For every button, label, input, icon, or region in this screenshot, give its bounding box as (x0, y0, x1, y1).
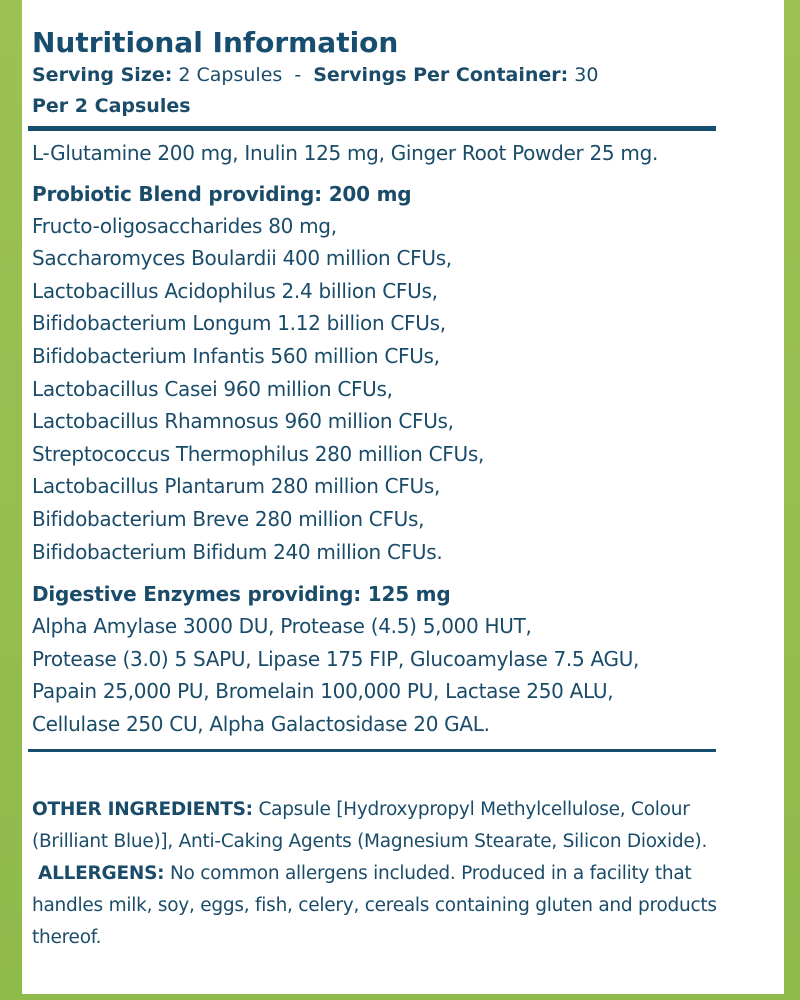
list-item: Bifidobacterium Infantis 560 million CFUs, (32, 343, 440, 368)
list-item: Bifidobacterium Breve 280 million CFUs, (32, 506, 425, 531)
enzymes-heading: Digestive Enzymes providing: 125 mg (32, 582, 451, 607)
enzyme-line: Protease (3.0) 5 SAPU, Lipase 175 FIP, Glucoamylase 7.5 AGU, (32, 646, 640, 671)
enzyme-line: Cellulase 250 CU, Alpha Galactosidase 20 GAL. (32, 711, 490, 736)
bottom-green-border (0, 994, 800, 1000)
list-item: Lactobacillus Acidophilus 2.4 billion CFUs, (32, 278, 438, 303)
enzyme-line: Alpha Amylase 3000 DU, Protease (4.5) 5,000 HUT, (32, 614, 532, 639)
per-serving-label: Per 2 Capsules (32, 95, 191, 117)
left-green-border (0, 0, 22, 1000)
probiotic-list (32, 210, 738, 569)
other-ingredients-block (32, 794, 738, 954)
servings-per-container-label: Servings Per Container: (313, 64, 569, 86)
footer-divider (28, 749, 716, 752)
servings-per-container-value: 30 (574, 64, 599, 86)
header-divider (28, 126, 716, 131)
other-ingredients-text: Capsule [Hydroxypropyl Methylcellulose, Colour (Brilliant Blue)], Anti-Caking Agents (Magnesium Stearate, Silicon Dioxide). (32, 798, 708, 852)
allergens-label: ALLERGENS: (38, 862, 165, 884)
list-item: Bifidobacterium Longum 1.12 billion CFUs, (32, 311, 446, 336)
enzyme-line: Papain 25,000 PU, Bromelain 100,000 PU, Lactase 250 ALU, (32, 679, 614, 704)
list-item: Bifidobacterium Bifidum 240 million CFUs. (32, 539, 443, 564)
serving-size-value: 2 Capsules (178, 64, 283, 86)
serving-separator: - (294, 64, 302, 86)
enzymes-list (32, 610, 738, 740)
serving-size-label: Serving Size: (32, 64, 173, 86)
nutrition-label (32, 26, 738, 954)
other-ingredients-label: OTHER INGREDIENTS: (32, 798, 253, 820)
list-item: Lactobacillus Rhamnosus 960 million CFUs, (32, 409, 454, 434)
list-item: Lactobacillus Casei 960 million CFUs, (32, 376, 393, 401)
probiotic-heading: Probiotic Blend providing: 200 mg (32, 181, 412, 206)
serving-info (32, 62, 738, 88)
allergens-text: No common allergens included. Produced in a facility that handles milk, soy, eggs, fish, celery, cereals containing gluten and products thereof. (32, 862, 717, 948)
primary-ingredients: L-Glutamine 200 mg, Inulin 125 mg, Ginger Root Powder 25 mg. (32, 141, 659, 165)
list-item: Lactobacillus Plantarum 280 million CFUs, (32, 474, 441, 499)
list-item: Streptococcus Thermophilus 280 million CFUs, (32, 441, 484, 466)
list-item: Fructo-oligosaccharides 80 mg, (32, 213, 337, 238)
right-green-border (784, 0, 800, 1000)
page-title: Nutritional Information (32, 26, 399, 59)
list-item: Saccharomyces Boulardii 400 million CFUs, (32, 246, 452, 271)
